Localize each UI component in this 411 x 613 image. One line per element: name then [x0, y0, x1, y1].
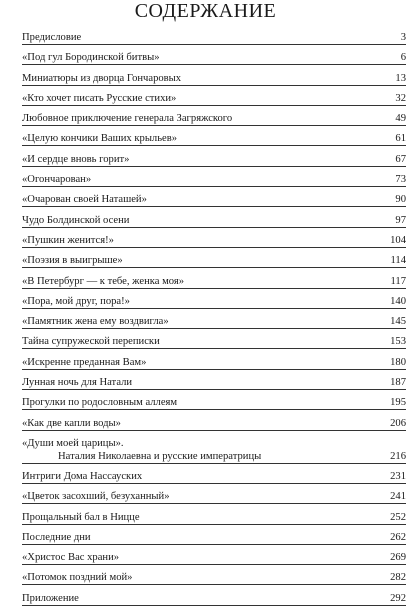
toc-entry-title: Лунная ночь для Натали [22, 377, 133, 389]
toc-entry [22, 276, 406, 296]
toc-entry [22, 32, 406, 52]
toc-entry-page-number: 262 [390, 531, 406, 543]
toc-entry-title: «Очарован своей Наташей» [22, 194, 147, 206]
page-title: СОДЕРЖАНИЕ [134, 0, 277, 22]
leader-rule [22, 463, 406, 464]
toc-entry [22, 357, 406, 377]
toc-entry-title: Тайна супружеской переписки [22, 336, 160, 348]
leader-rule [22, 64, 406, 65]
toc-entry-title: «Христос Вас храни» [22, 552, 120, 564]
toc-entry-title: «Пора, мой друг, пора!» [22, 295, 130, 307]
toc-entry-page-number: 6 [400, 52, 406, 64]
leader-rule [22, 584, 406, 585]
toc-entry-title: Прощальный бал в Ницце [22, 511, 140, 523]
toc-entry-title: «Памятник жена ему воздвигла» [22, 316, 169, 328]
toc-entry [22, 512, 406, 532]
toc-entry-page-number: 282 [390, 572, 406, 584]
toc-entry-title: Любовное приключение генерала Загряжского [22, 113, 233, 125]
leader-rule [22, 308, 406, 309]
toc-entry-title: Прогулки по родословным аллеям [22, 397, 178, 409]
toc-entry-page-number: 97 [395, 214, 406, 226]
leader-rule [22, 145, 406, 146]
leader-rule [22, 105, 406, 106]
toc-entry-page-number: 3 [400, 32, 406, 43]
leader-rule [22, 85, 406, 86]
toc-entry-title: «В Петербург — к тебе, женка моя» [22, 275, 185, 287]
leader-rule [22, 206, 406, 207]
leader-rule [22, 328, 406, 329]
toc-entry [22, 552, 406, 572]
leader-rule [22, 544, 406, 545]
leader-rule [22, 605, 406, 606]
leader-rule [22, 267, 406, 268]
toc-entry-title: Интриги Дома Нассауских [22, 470, 143, 482]
toc-entry-title: Предисловие [22, 32, 82, 43]
toc-entry-title: «И сердце вновь горит» [22, 153, 130, 165]
toc-entry-page-number: 49 [395, 113, 406, 125]
leader-rule [22, 503, 406, 504]
toc-entry [22, 154, 406, 174]
toc-entry [22, 52, 406, 72]
toc-entry [22, 235, 406, 255]
leader-rule [22, 524, 406, 525]
leader-rule [22, 125, 406, 126]
toc-entry [22, 572, 406, 592]
leader-rule [22, 389, 406, 390]
toc-entry [22, 397, 406, 417]
toc-list [22, 32, 406, 613]
toc-entry-title: «Кто хочет писать Русские стихи» [22, 92, 177, 104]
toc-entry-title: Приложение [22, 592, 79, 604]
toc-entry [22, 336, 406, 356]
toc-entry-title: «Поэзия в выигрыше» [22, 255, 123, 267]
leader-rule [22, 483, 406, 484]
toc-entry-title: «Как две капли воды» [22, 417, 121, 429]
toc-entry-page-number: 90 [395, 194, 406, 206]
leader-rule [22, 430, 406, 431]
toc-entry-page-number: 13 [395, 72, 406, 84]
toc-entry-page-number: 67 [395, 153, 406, 165]
toc-entry [22, 133, 406, 153]
toc-entry-title: Миниатюры из дворца Гончаровых [22, 72, 182, 84]
toc-entry-page-number: 292 [390, 592, 406, 604]
toc-entry-page-number: 145 [390, 316, 406, 328]
toc-entry-subtitle: Наталия Николаевна и русские императрицы [58, 450, 262, 462]
leader-rule [22, 186, 406, 187]
toc-entry [22, 255, 406, 275]
toc-entry-page-number: 269 [390, 552, 406, 564]
toc-entry [22, 532, 406, 552]
toc-entry [22, 194, 406, 214]
toc-entry-page-number: 216 [390, 450, 406, 462]
toc-entry [22, 471, 406, 491]
leader-rule [22, 44, 406, 45]
toc-entry-page-number: 73 [395, 174, 406, 186]
toc-entry-title: «Цветок засохший, безуханный» [22, 491, 170, 503]
toc-entry [22, 93, 406, 113]
leader-rule [22, 227, 406, 228]
toc-entry-title: «Души моей царицы». [22, 437, 124, 449]
leader-rule [22, 409, 406, 410]
toc-entry-title: Последние дни [22, 531, 91, 543]
leader-rule [22, 564, 406, 565]
toc-entry [22, 316, 406, 336]
toc-entry [22, 593, 406, 613]
toc-entry [22, 174, 406, 194]
toc-entry [22, 113, 406, 133]
toc-entry-page-number: 252 [390, 511, 406, 523]
toc-entry-page-number: 206 [390, 417, 406, 429]
toc-entry-page-number: 32 [395, 92, 406, 104]
toc-entry [22, 73, 406, 93]
toc-entry-page-number: 61 [395, 133, 406, 145]
toc-entry-title: «Под гул Бородинской битвы» [22, 52, 160, 64]
toc-entry-title: «Искренне преданная Вам» [22, 356, 147, 368]
toc-entry-title: «Целую кончики Ваших крыльев» [22, 133, 178, 145]
toc-entry-page-number: 104 [390, 234, 406, 246]
leader-rule [22, 288, 406, 289]
toc-entry-page-number: 153 [390, 336, 406, 348]
toc-entry-page-number: 187 [390, 377, 406, 389]
toc-entry-title: «Потомок поздний мой» [22, 572, 133, 584]
toc-entry-title: Чудо Болдинской осени [22, 214, 130, 226]
leader-rule [22, 166, 406, 167]
toc-entry [22, 377, 406, 397]
toc-entry [22, 491, 406, 511]
leader-rule [22, 348, 406, 349]
toc-entry-page-number: 241 [390, 491, 406, 503]
toc-entry-page-number: 231 [390, 470, 406, 482]
toc-entry-page-number: 180 [390, 356, 406, 368]
toc-entry [22, 215, 406, 235]
toc-entry-page-number: 140 [390, 295, 406, 307]
toc-entry-title: «Пушкин женится!» [22, 234, 114, 246]
toc-entry [22, 296, 406, 316]
toc-entry-title: «Огончарован» [22, 174, 92, 186]
leader-rule [22, 247, 406, 248]
toc-entry-page-number: 114 [390, 255, 406, 267]
toc-entry [22, 418, 406, 438]
toc-entry [22, 438, 406, 471]
leader-rule [22, 369, 406, 370]
toc-entry-page-number: 117 [390, 275, 406, 287]
toc-entry-page-number: 195 [390, 397, 406, 409]
